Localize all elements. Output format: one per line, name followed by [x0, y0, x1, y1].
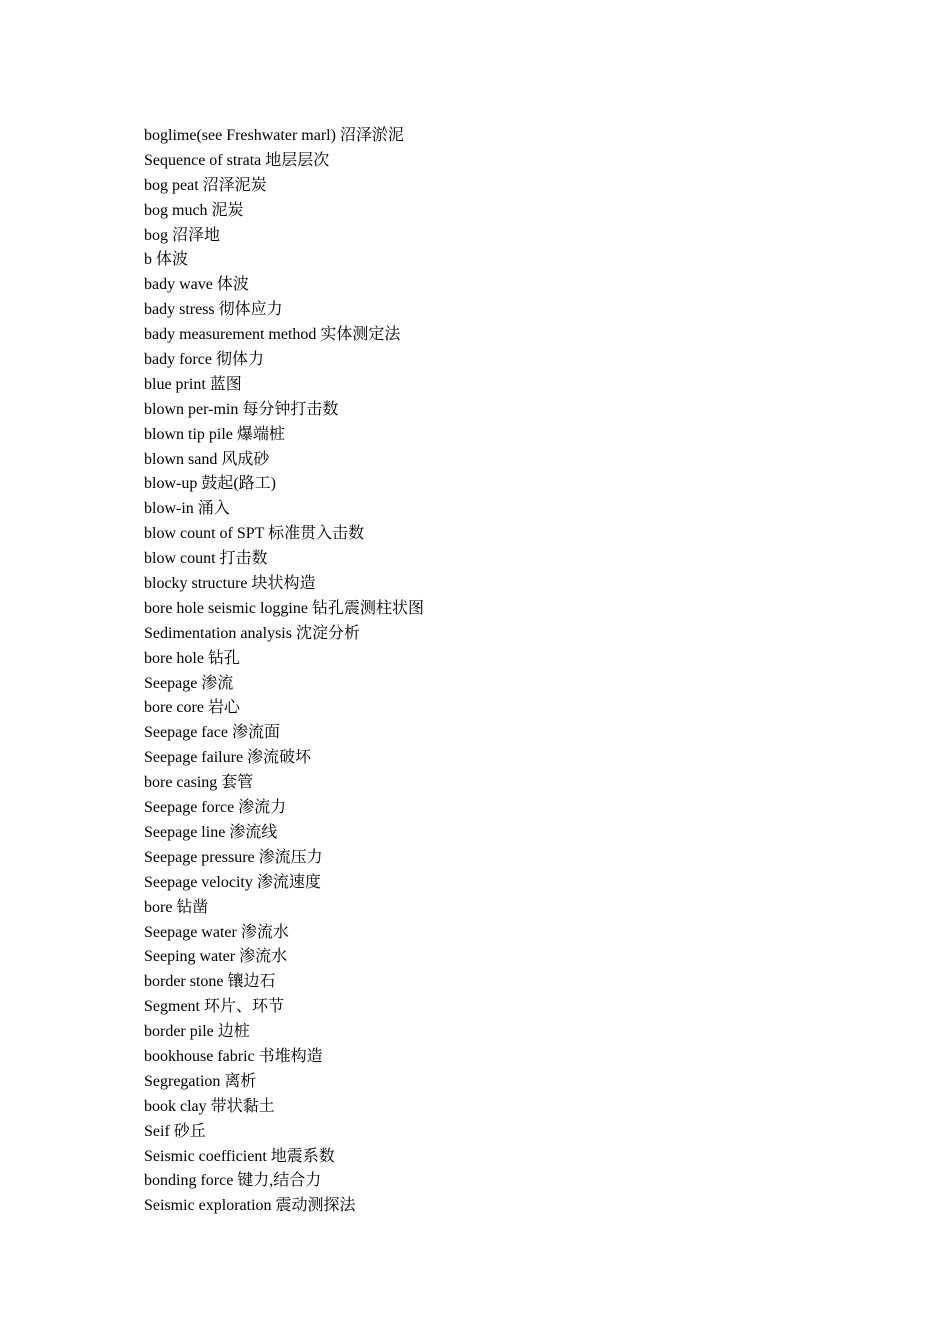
glossary-entry: b 体波 — [144, 251, 189, 269]
glossary-entry: Sequence of strata 地层层次 — [144, 151, 330, 169]
glossary-entry: bore 钻凿 — [144, 898, 209, 916]
glossary-entry: bady stress 彻体应力 — [144, 301, 283, 319]
glossary-list — [144, 124, 424, 1219]
glossary-entry: bady wave 体波 — [144, 276, 249, 294]
glossary-entry: border stone 镶边石 — [144, 973, 276, 991]
glossary-entry: Segment 环片、环节 — [144, 998, 284, 1016]
glossary-entry: book clay 带状黏土 — [144, 1097, 275, 1115]
glossary-entry: bore hole 钻孔 — [144, 649, 240, 667]
glossary-entry: Seepage water 渗流水 — [144, 923, 289, 941]
glossary-entry: Seepage pressure 渗流压力 — [144, 848, 323, 866]
glossary-entry: Seepage face 渗流面 — [144, 724, 280, 742]
glossary-entry: bady measurement method 实体测定法 — [144, 326, 401, 344]
glossary-entry: blow-in 涌入 — [144, 500, 230, 518]
glossary-entry: bore hole seismic loggine 钻孔震测柱状图 — [144, 599, 424, 617]
glossary-entry: blow-up 鼓起(路工) — [144, 475, 276, 493]
glossary-entry: blow count of SPT 标准贯入击数 — [144, 525, 365, 543]
glossary-entry: Seepage line 渗流线 — [144, 823, 278, 841]
glossary-entry: bog peat 沼泽泥炭 — [144, 176, 267, 194]
glossary-entry: bore casing 套管 — [144, 774, 254, 792]
glossary-entry: Seepage failure 渗流破坏 — [144, 749, 312, 767]
glossary-entry: Seepage force 渗流力 — [144, 799, 287, 817]
glossary-entry: Seismic exploration 震动测探法 — [144, 1197, 356, 1215]
glossary-entry: Seismic coefficient 地震系数 — [144, 1147, 335, 1165]
glossary-entry: blown sand 风成砂 — [144, 450, 270, 468]
glossary-entry: bady force 彻体力 — [144, 351, 264, 369]
glossary-entry: Seepage velocity 渗流速度 — [144, 873, 321, 891]
glossary-entry: bonding force 键力,结合力 — [144, 1172, 322, 1190]
glossary-entry: bog 沼泽地 — [144, 226, 221, 244]
glossary-entry: blown tip pile 爆端桩 — [144, 425, 285, 443]
glossary-entry: blocky structure 块状构造 — [144, 575, 316, 593]
glossary-entry: Seepage 渗流 — [144, 674, 234, 692]
glossary-entry: boglime(see Freshwater marl) 沼泽淤泥 — [144, 127, 404, 144]
glossary-entry: bog much 泥炭 — [144, 201, 244, 219]
glossary-entry: Sedimentation analysis 沈淀分析 — [144, 624, 360, 642]
glossary-entry: bore core 岩心 — [144, 699, 240, 717]
glossary-entry: bookhouse fabric 书堆构造 — [144, 1047, 323, 1065]
glossary-entry: blown per-min 每分钟打击数 — [144, 400, 339, 418]
glossary-entry: Segregation 离析 — [144, 1072, 257, 1090]
glossary-entry: Seif 砂丘 — [144, 1122, 206, 1140]
glossary-entry: border pile 边桩 — [144, 1023, 250, 1041]
glossary-entry: Seeping water 渗流水 — [144, 948, 288, 966]
glossary-entry: blow count 打击数 — [144, 550, 268, 568]
glossary-entry: blue print 蓝图 — [144, 375, 242, 393]
